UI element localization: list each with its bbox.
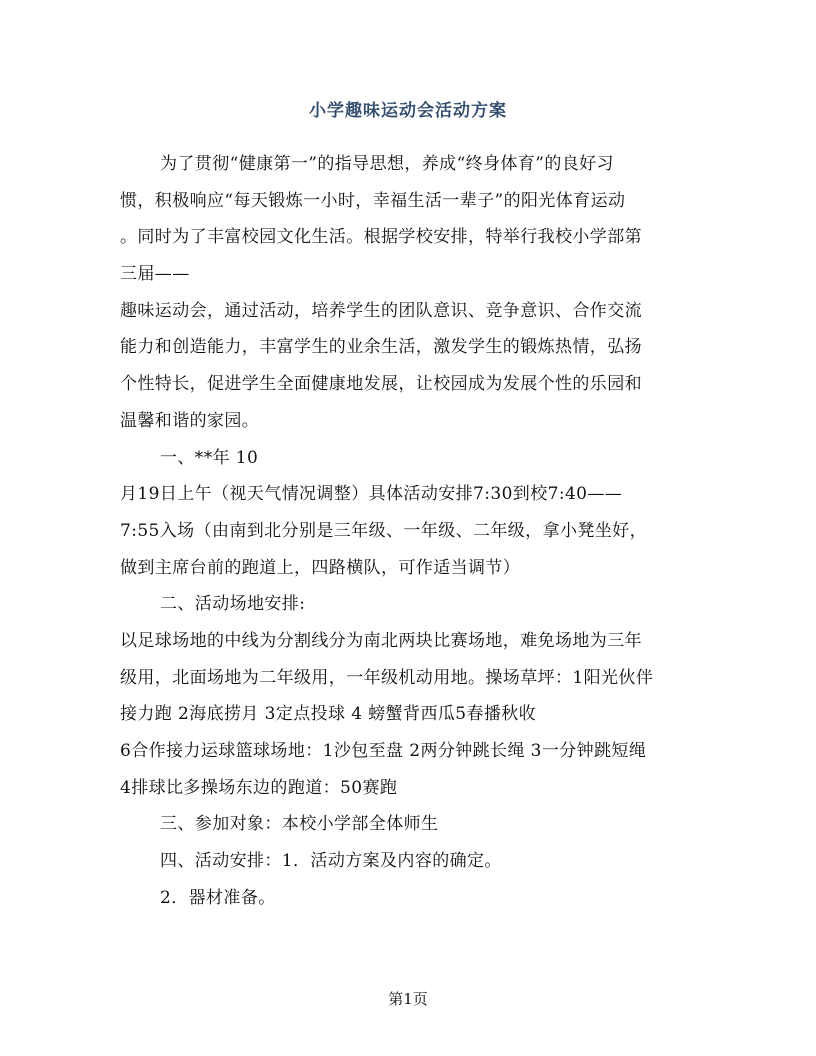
- section-heading-participants: 三、参加对象：本校小学部全体师生: [160, 814, 439, 835]
- paragraph-line: 7:55入场（由南到北分别是三年级、一年级、二年级，拿小凳坐好，: [120, 520, 647, 541]
- paragraph-line: 能力和创造能力，丰富学生的业余生活，激发学生的锻炼热情，弘扬: [120, 337, 642, 358]
- paragraph-line: 为了贯彻“健康第一”的指导思想，养成“终身体育”的良好习: [160, 154, 614, 174]
- paragraph-line: 趣味运动会，通过活动，培养学生的团队意识、竞争意识、合作交流: [120, 300, 642, 321]
- paragraph-line: 级用，北面场地为二年级用，一年级机动用地。操场草坪：1阳光伙伴: [120, 667, 654, 688]
- section-heading-date: 一、**年 10: [160, 447, 259, 468]
- paragraph-line: 月19日上午（视天气情况调整）具体活动安排7:30到校7:40——: [120, 484, 623, 505]
- paragraph-line: 2．器材准备。: [160, 887, 276, 908]
- paragraph-line: 温馨和谐的家园。: [120, 410, 260, 431]
- paragraph-line: 惯，积极响应“每天锻炼一小时，幸福生活一辈子”的阳光体育运动: [120, 190, 626, 211]
- paragraph-line: 个性特长，促进学生全面健康地发展，让校园成为发展个性的乐园和: [120, 374, 642, 395]
- document-body: [120, 146, 700, 916]
- section-heading-schedule: 四、活动安排：1．活动方案及内容的确定。: [160, 851, 502, 872]
- paragraph-line: 以足球场地的中线为分割线分为南北两块比赛场地，难免场地为三年: [120, 630, 642, 651]
- paragraph-line: 4排球比多操场东边的跑道：50赛跑: [120, 777, 398, 798]
- paragraph-line: 三届——: [120, 264, 190, 285]
- paragraph-line: 6合作接力运球篮球场地：1沙包至盘 2两分钟跳长绳 3一分钟跳短绳: [120, 741, 647, 761]
- section-heading-venue: 二、活动场地安排:: [160, 594, 306, 615]
- paragraph-line: 。同时为了丰富校园文化生活。根据学校安排，特举行我校小学部第: [120, 227, 642, 248]
- document-title: 小学趣味运动会活动方案: [309, 101, 507, 121]
- paragraph-line: 做到主席台前的跑道上，四路横队，可作适当调节）: [120, 557, 521, 578]
- page-number: 第1页: [388, 990, 428, 1008]
- paragraph-line: 接力跑 2海底捞月 3定点投球 4 螃蟹背西瓜5春播秋收: [120, 704, 537, 725]
